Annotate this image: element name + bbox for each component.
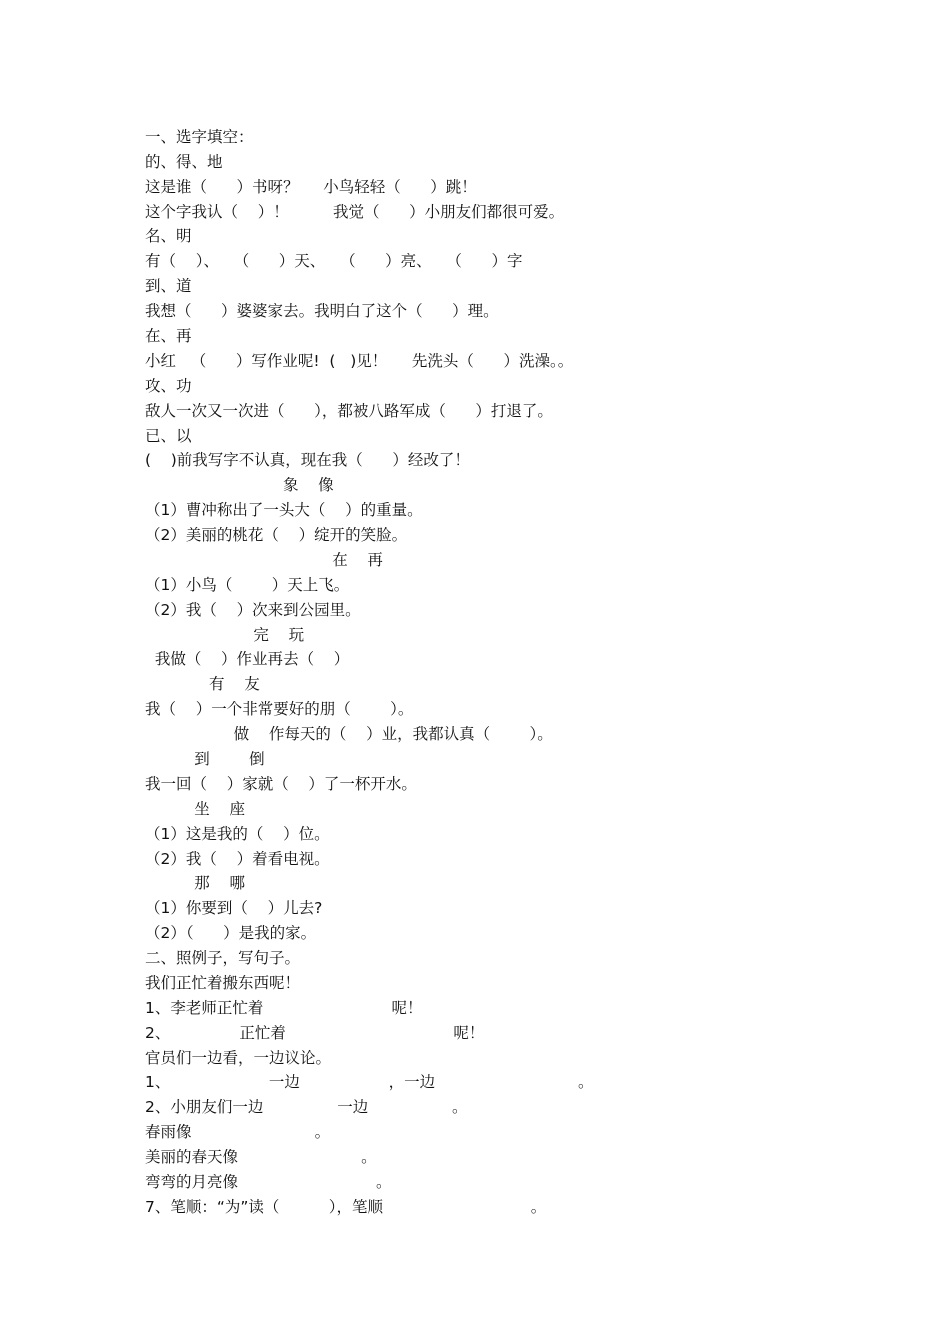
exercise-line: 小红 （ ）写作业呢! ( )见！ 先洗头（ ）洗澡。。 xyxy=(145,352,574,370)
word-choice-options: 那 哪 xyxy=(145,874,245,892)
word-choice-options: 到 倒 xyxy=(145,750,265,768)
exercise-line: ( )前我写字不认真，现在我（ ）经改了！ xyxy=(145,451,470,469)
exercise-line: 我一回（ ）家就（ ）了一杯开水。 xyxy=(145,775,417,793)
exercise-line: （1）这是我的（ ）位。 xyxy=(145,825,330,843)
example-sentence: 我们正忙着搬东西呢！ xyxy=(145,974,301,992)
word-choice-options: 的、得、地 xyxy=(145,153,223,171)
word-choice-options: 在、再 xyxy=(145,327,192,345)
exercise-line: （2）美丽的桃花（ ）绽开的笑脸。 xyxy=(145,526,408,544)
exercise-line: 美丽的春天像 。 xyxy=(145,1148,377,1166)
exercise-line: 有（ ）、 （ ）天、 （ ）亮、 （ ）字 xyxy=(145,252,523,270)
section-1-heading: 一、选字填空： xyxy=(145,128,254,146)
exercise-line: 我做（ ）作业再去（ ） xyxy=(145,650,350,668)
exercise-line: 做 作每天的（ ）业，我都认真（ ）。 xyxy=(145,725,553,743)
word-choice-options: 已、以 xyxy=(145,427,192,445)
exercise-line: 2、 正忙着 呢！ xyxy=(145,1024,485,1042)
exercise-line: 春雨像 。 xyxy=(145,1123,331,1141)
exercise-line: 7、笔顺：“为”读（ ），笔顺 。 xyxy=(145,1198,547,1216)
word-choice-options: 完 玩 xyxy=(145,626,305,644)
exercise-line: 这个字我认（ ）！ 我觉（ ）小朋友们都很可爱。 xyxy=(145,203,565,221)
exercise-line: （2）我（ ）着看电视。 xyxy=(145,850,330,868)
exercise-line: （1）曹冲称出了一头大（ ）的重量。 xyxy=(145,501,423,519)
exercise-line: （2）我（ ）次来到公园里。 xyxy=(145,601,361,619)
word-choice-options: 坐 座 xyxy=(145,800,245,818)
exercise-line: 2、小朋友们一边 一边 。 xyxy=(145,1098,468,1116)
word-choice-options: 象 像 xyxy=(145,476,334,494)
word-choice-options: 有 友 xyxy=(145,675,260,693)
exercise-line: 我（ ）一个非常要好的朋（ ）。 xyxy=(145,700,414,718)
word-choice-options: 名、明 xyxy=(145,227,192,245)
exercise-line: 我想（ ）婆婆家去。我明白了这个（ ）理。 xyxy=(145,302,499,320)
exercise-line: 弯弯的月亮像 。 xyxy=(145,1173,392,1191)
exercise-line: 1、 一边 ，一边 。 xyxy=(145,1073,594,1091)
section-2-heading: 二、照例子，写句子。 xyxy=(145,949,301,967)
exercise-line: 1、李老师正忙着 呢！ xyxy=(145,999,423,1017)
exercise-line: （1）小鸟（ ）天上飞。 xyxy=(145,576,350,594)
exercise-line: （1）你要到（ ）儿去? xyxy=(145,899,323,917)
word-choice-options: 攻、功 xyxy=(145,377,192,395)
exercise-line: 敌人一次又一次进（ ），都被八路军成（ ）打退了。 xyxy=(145,402,553,420)
example-sentence: 官员们一边看，一边议论。 xyxy=(145,1049,332,1067)
word-choice-options: 在 再 xyxy=(145,551,383,569)
word-choice-options: 到、道 xyxy=(145,277,192,295)
exercise-line: 这是谁（ ）书呀？ 小鸟轻轻（ ）跳！ xyxy=(145,178,477,196)
exercise-line: （2）（ ）是我的家。 xyxy=(145,924,317,942)
